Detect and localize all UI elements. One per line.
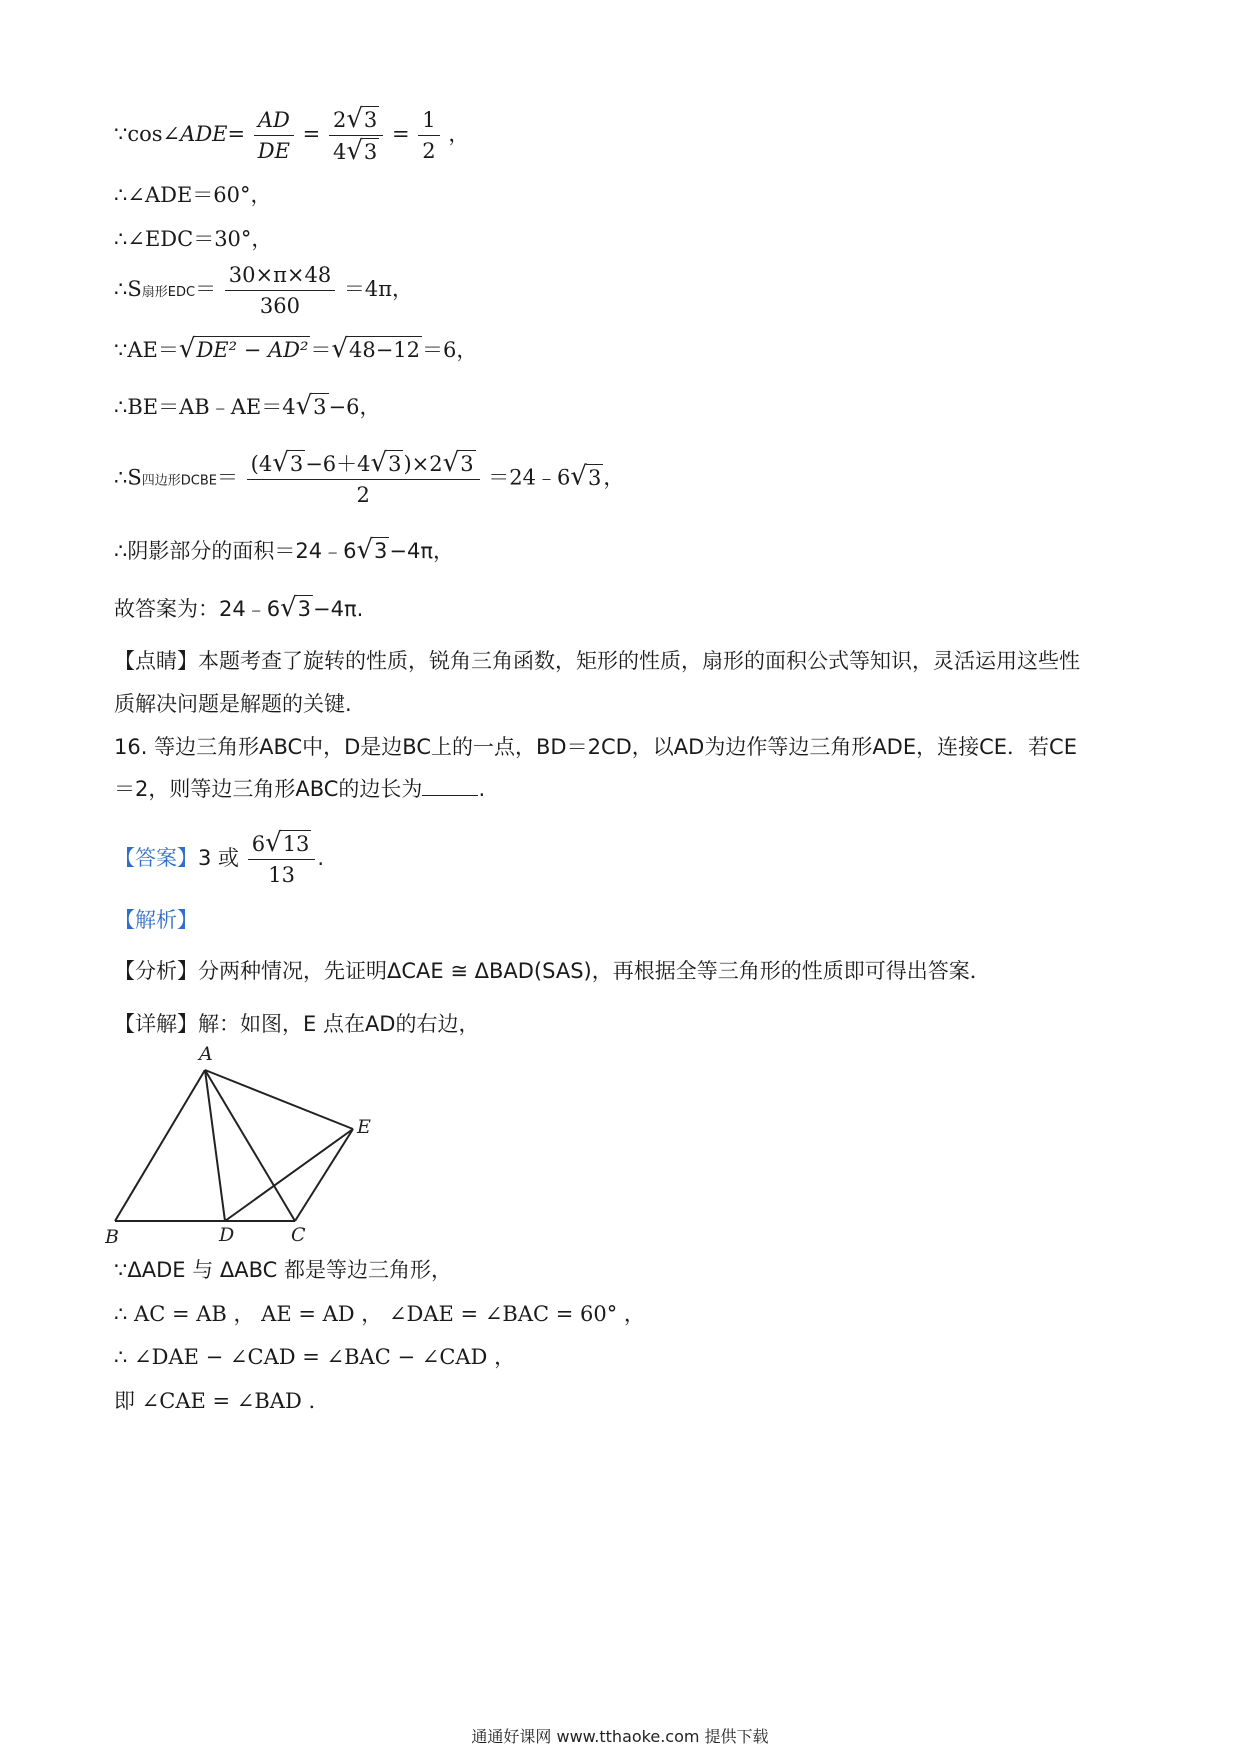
detail-intro: 【详解】解：如图，E 点在AD的右边， <box>114 1012 480 1036</box>
segment-ae <box>205 1070 353 1129</box>
answer-fraction: $\frac{6√13}{13}$ <box>248 828 316 890</box>
answer-blank <box>422 777 478 796</box>
step-final-answer: 故答案为：24﹣6√3−4π. <box>114 593 364 623</box>
analysis-label: 【解析】 <box>114 908 198 932</box>
quad-fraction: $\frac{(4√3-6+4√3)\times 2√3}{2}$ <box>247 448 480 510</box>
proof-line-2: ∴ AC = AB ， AE = AD ， ∠DAE = ∠BAC = 60° ， <box>114 1302 645 1326</box>
triangle-figure <box>105 1043 405 1253</box>
because-symbol: ∵ <box>114 122 128 146</box>
cos-label: cos∠ <box>127 122 181 146</box>
step-cos-ade: ∵cos∠ADE= $\frac{AD}{DE}$ = $\frac{2√3}{4√3}$ = $\frac{1}{2}$ ， <box>114 104 470 166</box>
segment-ce <box>295 1129 353 1221</box>
question-16-line-1: 16. 等边三角形ABC中，D是边BC上的一点，BD＝2CD，以AD为边作等边三角形ADE，连接CE．若CE <box>114 735 1077 759</box>
step-shaded-area: ∴阴影部分的面积＝24﹣6√3−4π， <box>114 535 455 565</box>
fraction-one-half: $\frac{1}{2}$ <box>418 105 439 166</box>
label-a: A <box>199 1043 213 1065</box>
answer-line: 【答案】3 或 $\frac{6√13}{13}$ . <box>114 828 324 890</box>
sector-fraction: $\frac{30\times\pi\times 48}{360}$ <box>225 260 335 321</box>
proof-line-3: ∴ ∠DAE − ∠CAD = ∠BAC − ∠CAD ， <box>114 1345 516 1369</box>
segment-ad <box>205 1070 225 1221</box>
equals: = <box>227 122 246 146</box>
question-16-line-2: ＝2，则等边三角形ABC的边长为 . <box>114 777 486 801</box>
angle-name: ADE <box>180 122 228 146</box>
step-quad-area: ∴S四边形DCBE＝ $\frac{(4√3-6+4√3)\times 2√3}{2}$ ＝24﹣6√3， <box>114 448 624 510</box>
comment-line-1: 【点睛】本题考查了旋转的性质，锐角三角函数，矩形的性质，扇形的面积公式等知识，灵活运用这些性 <box>114 649 1080 673</box>
analysis-fenxi: 【分析】分两种情况，先证明ΔCAE ≅ ΔBAD(SAS)，再根据全等三角形的性质即可得出答案． <box>114 959 991 983</box>
label-d: D <box>219 1224 235 1246</box>
fraction-ad-de: $\frac{AD}{DE}$ <box>254 105 294 166</box>
proof-line-1: ∵ΔADE 与 ΔABC 都是等边三角形， <box>114 1258 452 1282</box>
comment-line-2: 质解决问题是解题的关键. <box>114 692 352 716</box>
page-footer: 通通好课网 www.tthaoke.com 提供下载 <box>471 1727 769 1746</box>
label-c: C <box>291 1224 306 1246</box>
step-ae-length: ∵AE＝√DE² − AD²＝√48−12＝6， <box>114 334 478 364</box>
step-be-length: ∴BE＝AB﹣AE＝4√3−6， <box>114 391 381 421</box>
segment-ac <box>205 1070 295 1221</box>
fraction-2r3-4r3: $\frac{2√3}{4√3}$ <box>329 104 383 167</box>
segment-ab <box>115 1070 205 1221</box>
step-angle-edc: ∴∠EDC＝30°， <box>114 227 273 251</box>
step-sector-area: ∴S扇形EDC＝ $\frac{30\times\pi\times 48}{360}$ ＝4π， <box>114 260 413 321</box>
proof-line-4: 即 ∠CAE = ∠BAD . <box>114 1389 316 1413</box>
answer-label: 【答案】 <box>114 846 198 870</box>
segment-de <box>225 1129 353 1221</box>
step-angle-ade: ∴∠ADE＝60°， <box>114 183 272 207</box>
label-e: E <box>357 1116 371 1138</box>
label-b: B <box>105 1226 119 1248</box>
